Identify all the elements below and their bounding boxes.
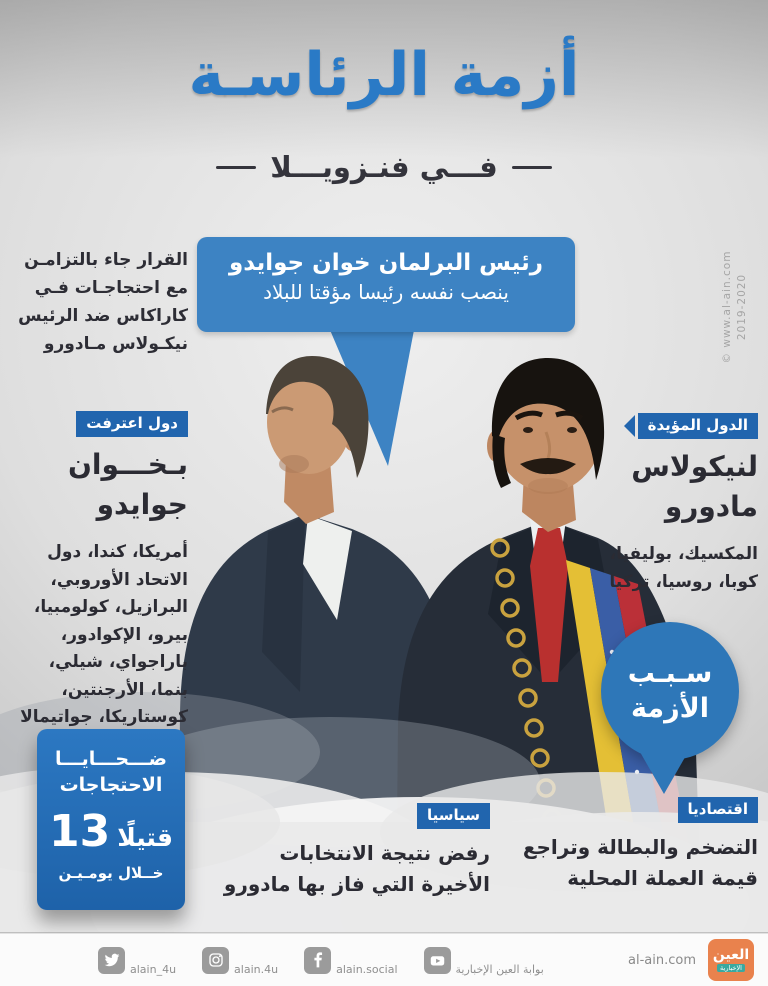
bubble-line1: رئيس البرلمان خوان جوايدو xyxy=(229,250,543,276)
decision-note: القرار جاء بالتزامـن مع احتجاجـات فـي كاراكاس ضد الرئيس نيكـولاس مـادورو xyxy=(18,250,188,354)
economic-cause-section xyxy=(508,797,758,894)
maduro-section-title: لنيكولاس مادورو xyxy=(631,450,758,523)
youtube-account[interactable]: بوابة العين الإخبارية xyxy=(424,947,544,974)
maduro-section-badge: الدول المؤيدة xyxy=(638,413,758,439)
guaido-countries-list: أمريكا، كندا، دول الاتحاد الأوروبي، البرازيل، كولومبيا، بيرو، الإكوادور، باراجواي، شيلي، بنما، الأرجنتين، كوستاريكا، جواتيمالا xyxy=(20,542,188,727)
subtitle-dash-left xyxy=(216,166,256,169)
victims-count: 13 قتيلًا xyxy=(49,806,173,857)
victims-title: ضـــحـــايـــا الاحتجاجات xyxy=(55,748,167,796)
economic-text: التضخم والبطالة وتراجع قيمة العملة المحلية xyxy=(522,835,758,890)
political-badge: سياسيا xyxy=(417,803,490,829)
facebook-account[interactable]: alain.social xyxy=(304,947,397,974)
twitter-icon[interactable] xyxy=(98,947,125,974)
economic-badge: اقتصاديا xyxy=(678,797,758,823)
subtitle-dash-right xyxy=(512,166,552,169)
subtitle-text: فـــي فنـزويـــلا xyxy=(270,150,498,184)
facebook-icon[interactable] xyxy=(304,947,331,974)
alain-logo[interactable]: العين الإخبارية xyxy=(708,939,754,981)
page-subtitle xyxy=(0,150,768,184)
crisis-cause-pointer xyxy=(640,752,688,794)
badge-arrow-left-icon xyxy=(624,415,635,437)
maduro-countries-list: المكسيك، بوليفيا، كوبا، روسيا، تركيا xyxy=(609,544,758,592)
guaido-section-badge: دول اعترفت xyxy=(76,411,188,437)
guaido-section-title: بـخـــوان جوايدو xyxy=(67,448,188,521)
bubble-line2: ينصب نفسه رئيسا مؤقتا للبلاد xyxy=(263,280,509,304)
guaido-announcement-bubble xyxy=(197,237,575,332)
instagram-account[interactable]: alain.4u xyxy=(202,947,278,974)
twitter-account[interactable]: alain_4u xyxy=(98,947,176,974)
youtube-icon[interactable] xyxy=(424,947,451,974)
copyright-watermark: © www.al-ain.com 2019-2020 xyxy=(721,250,748,364)
protest-victims-box xyxy=(37,729,185,910)
page-title: أزمة الرئاسـة xyxy=(188,40,580,110)
maduro-support-section xyxy=(586,413,758,596)
site-url[interactable]: al-ain.com xyxy=(628,952,696,968)
footer-bar xyxy=(0,933,768,986)
political-cause-section xyxy=(220,803,490,900)
instagram-icon[interactable] xyxy=(202,947,229,974)
political-text: رفض نتيجة الانتخابات الأخيرة التي فاز بها مادورو xyxy=(223,841,490,896)
guaido-recognition-section xyxy=(12,411,188,732)
victims-duration: خــلال يومـيـن xyxy=(58,864,164,882)
crisis-cause-circle: سـبـب الأزمة xyxy=(601,622,739,760)
